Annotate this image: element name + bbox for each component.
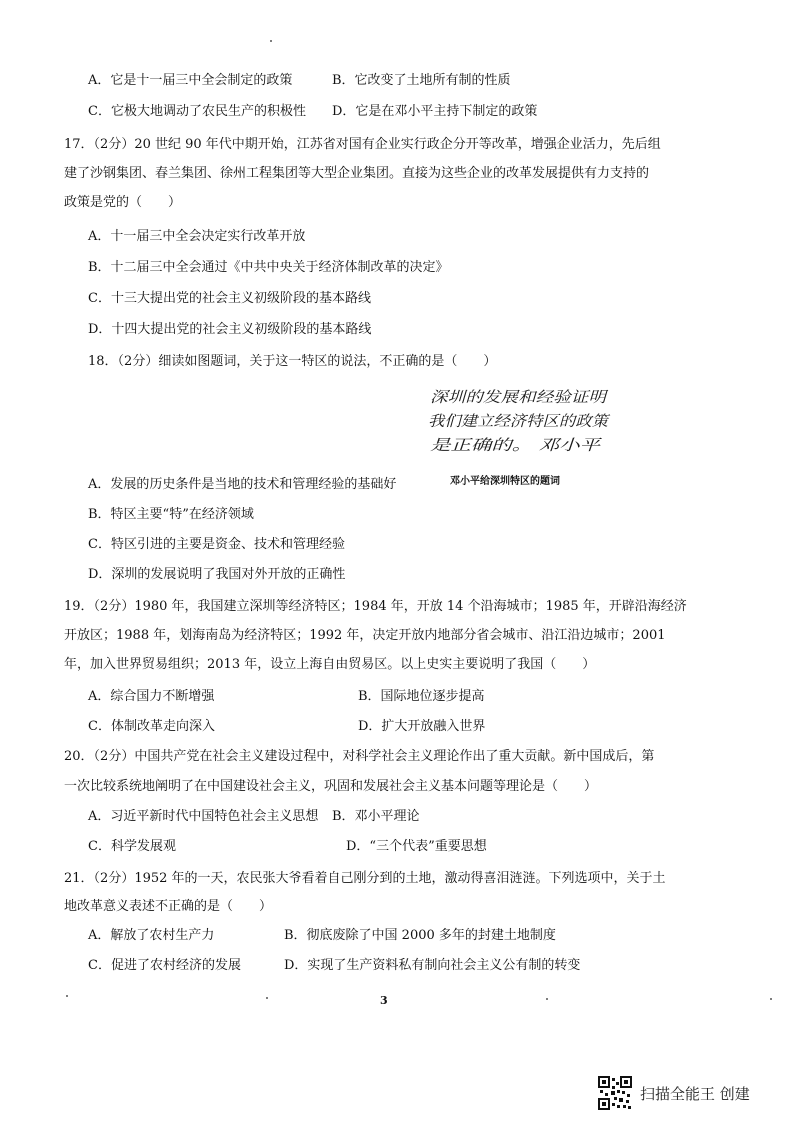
q18-option-d: D．深圳的发展说明了我国对外开放的正确性: [88, 567, 346, 582]
q20-stem-line-1: 20．（2分）中国共产党在社会主义建设过程中，对科学社会主义理论作出了重大贡献。新中国成后，第: [64, 749, 655, 764]
scanner-brand-label: 扫描全能王 创建: [640, 1085, 750, 1103]
scan-speck: [546, 998, 548, 1000]
q17-stem-line-2: 建了沙钢集团、春兰集团、徐州工程集团等大型企业集团。直接为这些企业的改革发展提供有力支持的: [64, 166, 650, 181]
q21-option-c: C．促进了农村经济的发展: [88, 958, 241, 973]
q19-stem-line-1: 19．（2分）1980 年，我国建立深圳等经济特区；1984 年，开放 14 个沿海城市；1985 年，开辟沿海经济: [64, 599, 687, 614]
q19-option-a: A．综合国力不断增强: [88, 689, 215, 704]
q19-option-d: D．扩大开放融入世界: [358, 719, 486, 734]
q17-option-b: B．十二届三中全会通过《中共中央关于经济体制改革的决定》: [88, 260, 449, 275]
q17-stem-line-1: 17．（2分）20 世纪 90 年代中期开始，江苏省对国有企业实行政企分开等改革，增强企业活力，先后组: [64, 137, 661, 152]
q20-stem-line-2: 一次比较系统地阐明了在中国建设社会主义，巩固和发展社会主义基本问题等理论是（ ）: [64, 779, 598, 794]
q21-stem-line-1: 21．（2分）1952 年的一天，农民张大爷看着自己刚分到的土地，激动得喜泪涟涟。下列选项中，关于土: [64, 871, 666, 886]
scan-speck: [770, 998, 772, 1000]
inscription-image: [426, 382, 611, 458]
q19-stem-line-2: 开放区；1988 年，划海南岛为经济特区；1992 年，决定开放内地部分省会城市、沿江沿边城市；2001: [64, 628, 666, 643]
q21-option-d: D．实现了生产资料私有制向社会主义公有制的转变: [284, 958, 581, 973]
q19-option-b: B．国际地位逐步提高: [358, 689, 485, 704]
q21-option-a: A．解放了农村生产力: [88, 928, 215, 943]
q18-option-b: B．特区主要“特”在经济领域: [88, 507, 254, 522]
q16-option-a: A．它是十一届三中全会制定的政策: [88, 73, 293, 88]
q16-option-c: C．它极大地调动了农民生产的积极性: [88, 104, 306, 119]
page-number: 3: [380, 994, 388, 1007]
q20-option-d: D．“三个代表”重要思想: [346, 839, 487, 854]
inscription-caption: 邓小平给深圳特区的题词: [450, 476, 560, 487]
q21-stem-line-2: 地改革意义表述不正确的是（ ）: [64, 899, 273, 914]
inscription-line-2: 我们建立经济特区的政策: [428, 412, 611, 430]
q17-stem-line-3: 政策是党的（ ）: [64, 195, 182, 210]
scan-speck: [66, 995, 68, 997]
q18-option-c: C．特区引进的主要是资金、技术和管理经验: [88, 537, 345, 552]
q17-option-d: D．十四大提出党的社会主义初级阶段的基本路线: [88, 322, 372, 337]
q20-option-a: A．习近平新时代中国特色社会主义思想: [88, 809, 319, 824]
q17-option-c: C．十三大提出党的社会主义初级阶段的基本路线: [88, 291, 371, 306]
q21-option-b: B．彻底废除了中国 2000 多年的封建土地制度: [284, 928, 556, 943]
q19-stem-line-3: 年，加入世界贸易组织；2013 年，设立上海自由贸易区。以上史实主要说明了我国（ ）: [64, 657, 596, 672]
q16-option-d: D．它是在邓小平主持下制定的政策: [332, 104, 538, 119]
qr-code-icon: [598, 1076, 632, 1110]
q18-option-a: A．发展的历史条件是当地的技术和管理经验的基础好: [88, 477, 397, 492]
scan-speck: [266, 997, 268, 999]
q18-stem: 18．（2分）细读如图题词，关于这一特区的说法，不正确的是（ ）: [88, 354, 497, 369]
q20-option-c: C．科学发展观: [88, 839, 176, 854]
scan-speck: [270, 40, 272, 42]
q20-option-b: B．邓小平理论: [332, 809, 420, 824]
inscription-line-1: 深圳的发展和经验证明: [430, 388, 609, 406]
q19-option-c: C．体制改革走向深入: [88, 719, 215, 734]
q17-option-a: A．十一届三中全会决定实行改革开放: [88, 229, 306, 244]
q16-option-b: B．它改变了土地所有制的性质: [332, 73, 511, 88]
inscription-line-3: 是正确的。 邓小平: [430, 436, 603, 454]
